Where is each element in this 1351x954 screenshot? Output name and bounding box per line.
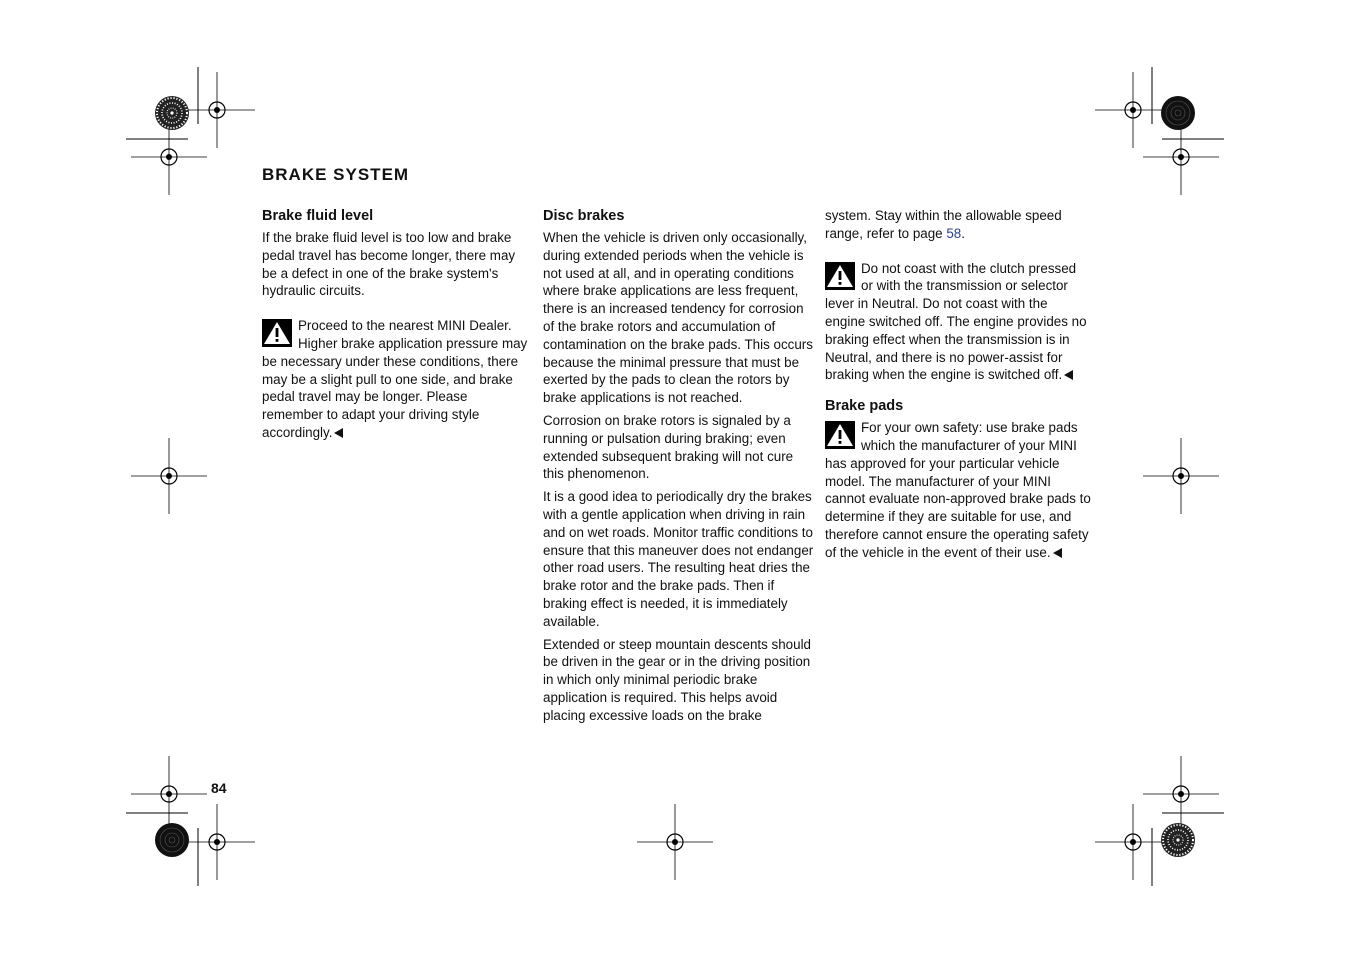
- warning-note: [262, 317, 528, 442]
- warning-triangle-icon: [825, 262, 855, 290]
- end-of-section-icon: [1064, 370, 1073, 380]
- disc-brakes-paragraph: It is a good idea to periodically dry the brakes with a gentle application when driving in rain and on wet roads. Monitor traffic conditions to ensure that this maneuver does not endanger other road users. The resulting heat dries the brake rotor and the brake pads. Then if braking effect is needed, it is immediately available.: [543, 489, 814, 629]
- warning-triangle-icon: [825, 421, 855, 449]
- end-of-section-icon: [1053, 548, 1062, 558]
- section-heading-brake-fluid: Brake fluid level: [262, 208, 374, 224]
- disc-brakes-paragraph-continued: system. Stay within the allowable speed range, refer to page 58.: [825, 208, 1062, 241]
- warning-triangle-icon: [262, 319, 292, 347]
- column-disc-brakes: [543, 207, 815, 730]
- column-brake-fluid: [262, 207, 528, 442]
- disc-brakes-paragraph: Corrosion on brake rotors is signaled by a running or pulsation during braking; even extended subsequent braking will not cure this phenomenon.: [543, 412, 794, 482]
- page-title: BRAKE SYSTEM: [262, 165, 410, 184]
- disc-brakes-paragraph: When the vehicle is driven only occasionally, during extended periods when the vehicle is not used at all, and in operating conditions where brake applications are less frequent, there is an increased tendency for corrosion of the brake rotors and accumulation of contamination on the brake pads. This occurs because the minimal pressure that must be exerted by the pads to clean the rotors by brake applications is not reached.: [543, 230, 813, 406]
- section-heading-disc-brakes: Disc brakes: [543, 208, 625, 224]
- page-reference-link[interactable]: 58: [946, 225, 962, 241]
- brake-fluid-paragraph: If the brake fluid level is too low and brake pedal travel has become longer, there may be a defect in one of the brake system's hydraulic circuits.: [262, 230, 516, 299]
- warning-text: For your own safety: use brake pads which the manufacturer of your MINI has approved for your particular vehicle model. The manufacturer of your MINI cannot evaluate non-approved brake pads to determine if they are suitable for use, and therefore cannot ensure the operating safety of the vehicle in the event of their use.: [825, 420, 1091, 560]
- column-continued: [825, 207, 1091, 562]
- end-of-section-icon: [334, 428, 343, 438]
- warning-note: [825, 419, 1091, 561]
- page-number: 84: [211, 780, 227, 796]
- disc-brakes-paragraph: Extended or steep mountain descents should be driven in the gear or in the driving position in which only minimal periodic brake application is required. This helps avoid placing excessive loads on the brake: [543, 636, 811, 723]
- warning-text: Proceed to the nearest MINI Dealer. Higher brake application pressure may be necessary under these conditions, there may be a slight pull to one side, and brake pedal travel may be longer. Please remember to adapt your driving style accordingly.: [262, 318, 528, 440]
- warning-note: [825, 260, 1091, 385]
- section-heading-brake-pads: Brake pads: [825, 398, 904, 415]
- warning-text: Do not coast with the clutch pressed or with the transmission or selector lever in Neutral. Do not coast with the engine switched off. The engine provides no braking effect when the transmission is in Neutral, and there is no power-assist for braking when the engine is switched off.: [825, 260, 1087, 383]
- continued-text: system. Stay within the allowable speed range, refer to page: [825, 208, 1062, 241]
